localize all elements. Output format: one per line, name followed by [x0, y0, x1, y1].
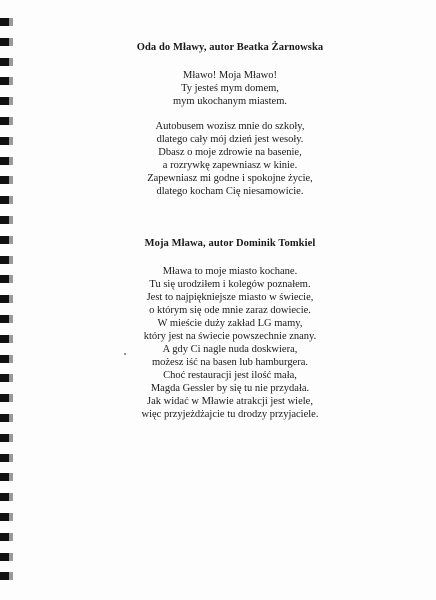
- binding-tooth-shadow: [9, 97, 13, 105]
- poem-line: o którym się ode mnie zaraz dowiecie.: [149, 305, 311, 316]
- binding-tooth-shadow: [9, 454, 13, 462]
- binding-tooth: [0, 394, 9, 402]
- binding-tooth-shadow: [9, 176, 13, 184]
- binding-tooth: [0, 493, 9, 501]
- binding-tooth-shadow: [9, 196, 13, 204]
- scan-speck: [124, 353, 126, 355]
- poem-line: Mławo! Moja Mławo!: [183, 70, 277, 81]
- poem-line: więc przyjeżdżajcie tu drodzy przyjaciele.: [141, 409, 319, 420]
- binding-tooth-shadow: [9, 157, 13, 165]
- binding-tooth: [0, 275, 9, 283]
- binding-tooth-shadow: [9, 434, 13, 442]
- binding-tooth-shadow: [9, 117, 13, 125]
- binding-tooth: [0, 355, 9, 363]
- binding-tooth-shadow: [9, 394, 13, 402]
- stanza: [60, 69, 400, 108]
- binding-tooth: [0, 473, 9, 481]
- binding-tooth-shadow: [9, 355, 13, 363]
- spiral-binding: [0, 18, 16, 598]
- poem-line: Magda Gessler by się tu nie przydała.: [150, 383, 310, 394]
- binding-tooth-shadow: [9, 473, 13, 481]
- poem-line: Jest to najpiękniejsze miasto w świecie,: [146, 292, 314, 303]
- binding-tooth-shadow: [9, 137, 13, 145]
- binding-tooth: [0, 335, 9, 343]
- binding-tooth: [0, 97, 9, 105]
- binding-tooth-shadow: [9, 38, 13, 46]
- poem-line: mym ukochanym miastem.: [172, 96, 288, 107]
- binding-tooth-shadow: [9, 335, 13, 343]
- binding-tooth: [0, 18, 9, 26]
- poem-line: dlatego kocham Cię niesamowicie.: [156, 186, 304, 197]
- binding-tooth-shadow: [9, 315, 13, 323]
- binding-tooth: [0, 454, 9, 462]
- poem-title: Oda do Mławy, autor Beatka Żarnowska: [136, 42, 324, 53]
- poem-line: Jak widać w Mławie atrakcji jest wiele,: [147, 396, 313, 407]
- binding-tooth-shadow: [9, 513, 13, 521]
- poem-oda-do-mlawy: [60, 41, 400, 210]
- binding-tooth: [0, 553, 9, 561]
- binding-tooth-shadow: [9, 572, 13, 580]
- poem-line: W mieście duży zakład LG mamy,: [157, 318, 303, 329]
- poem-line: Zapewniasz mi godne i spokojne życie,: [147, 173, 313, 184]
- poem-line: możesz iść na basen lub hamburgera.: [151, 357, 309, 368]
- poem-line: A gdy Ci nagle nuda doskwiera,: [162, 344, 298, 355]
- binding-tooth: [0, 315, 9, 323]
- binding-tooth: [0, 513, 9, 521]
- binding-tooth-shadow: [9, 295, 13, 303]
- stanza: [60, 265, 400, 421]
- binding-tooth: [0, 77, 9, 85]
- binding-tooth: [0, 533, 9, 541]
- binding-tooth: [0, 434, 9, 442]
- binding-tooth-shadow: [9, 374, 13, 382]
- binding-tooth-shadow: [9, 58, 13, 66]
- binding-tooth: [0, 216, 9, 224]
- binding-tooth: [0, 374, 9, 382]
- poem-line: Choć restauracji jest ilość mała,: [163, 370, 297, 381]
- poem-line: Dbasz o moje zdrowie na basenie,: [158, 147, 302, 158]
- binding-tooth: [0, 236, 9, 244]
- binding-tooth: [0, 295, 9, 303]
- binding-tooth: [0, 157, 9, 165]
- binding-tooth: [0, 38, 9, 46]
- poem-line: który jest na świecie powszechnie znany.: [143, 331, 317, 342]
- binding-tooth-shadow: [9, 533, 13, 541]
- stanza: [60, 120, 400, 198]
- binding-tooth: [0, 58, 9, 66]
- binding-tooth-shadow: [9, 414, 13, 422]
- binding-tooth: [0, 414, 9, 422]
- poem-title: Moja Mława, autor Dominik Tomkiel: [144, 238, 316, 249]
- binding-tooth-shadow: [9, 493, 13, 501]
- poem-moja-mlawa: [60, 237, 400, 433]
- poem-line: Ty jesteś mym domem,: [181, 83, 279, 94]
- binding-tooth-shadow: [9, 275, 13, 283]
- binding-tooth-shadow: [9, 216, 13, 224]
- poem-line: Tu się urodziłem i kolegów poznałem.: [149, 279, 311, 290]
- binding-tooth: [0, 117, 9, 125]
- binding-tooth-shadow: [9, 553, 13, 561]
- binding-tooth-shadow: [9, 18, 13, 26]
- poem-line: Mława to moje miasto kochane.: [162, 266, 298, 277]
- binding-tooth-shadow: [9, 256, 13, 264]
- poem-line: dlatego cały mój dzień jest wesoły.: [156, 134, 304, 145]
- binding-tooth: [0, 176, 9, 184]
- binding-tooth-shadow: [9, 77, 13, 85]
- binding-tooth: [0, 572, 9, 580]
- binding-tooth: [0, 137, 9, 145]
- poem-line: a rozrywkę zapewniasz w kinie.: [162, 160, 298, 171]
- binding-tooth: [0, 196, 9, 204]
- binding-tooth: [0, 256, 9, 264]
- poem-line: Autobusem wozisz mnie do szkoły,: [155, 121, 305, 132]
- binding-tooth-shadow: [9, 236, 13, 244]
